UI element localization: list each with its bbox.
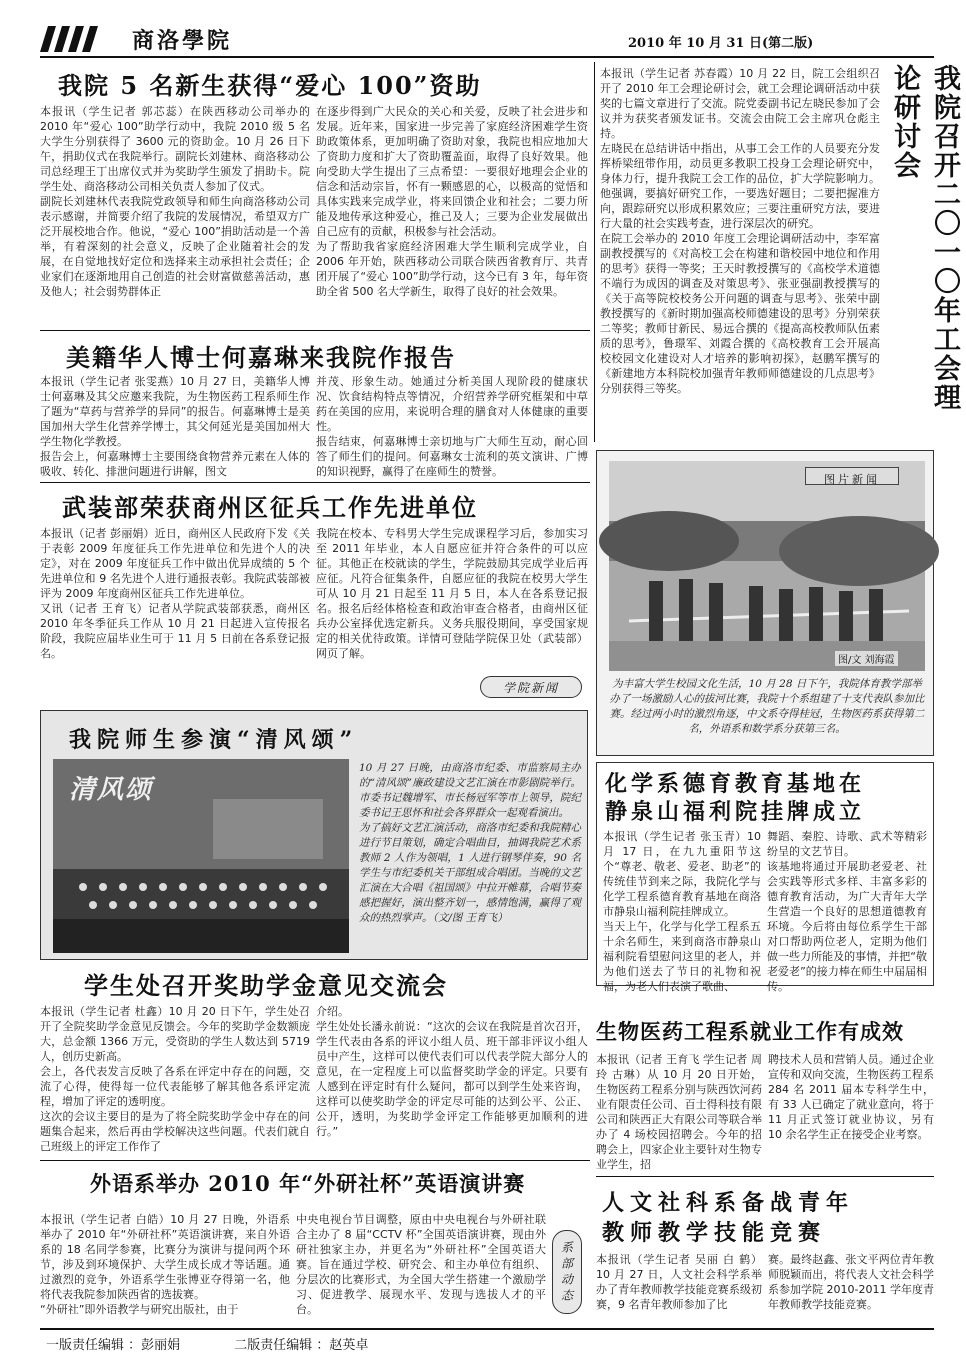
article-body: 本报讯（学生记者 张雯燕）10 月 27 日，美籍华人博士何嘉琳及其父应邀来我院，为生物医药工程系师生作了题为“草药与营养学的异同”的报告。何嘉琳博士是美国加州大学生化营养学博士，其父何延光是美国加州大学生物化学教授。 报告会上，何嘉琳博士主要围绕食物营养元素在人体的吸收、转化、排泄问题进行讲解，图文	[40, 375, 310, 478]
divider	[40, 482, 590, 483]
masthead-stripes-icon	[40, 26, 108, 52]
screen-title: 清风颂	[69, 775, 154, 805]
divider	[40, 330, 590, 331]
article-title-line2: 教师教学技能竞赛	[602, 1220, 827, 1246]
footer	[46, 1334, 926, 1354]
article-body: 舞蹈、秦腔、诗歌、武术等精彩纷呈的文艺节目。 该基地将通过开展助老爱老、社会实践等形式多样、丰富多彩的德育教育活动，为广大青年大学生营造一个良好的思想道德教育环境。今后将由每位系学生干部对口帮助两位老人，定期为他们做一些力所能及的事情，并把“敬老爱老”的接力棒在师生中届届相传。	[767, 830, 927, 993]
photo-image	[609, 461, 925, 671]
article-body: 赛。最终赵鑫、张文平两位青年教师脱颖而出，将代表人文社会科学系参加学院 2010-2011 学年度青年教师教学技能竞赛。	[768, 1253, 934, 1311]
issue-date	[628, 32, 813, 51]
footer-editor-2: 二版责任编辑 ：赵英卓	[234, 1338, 369, 1353]
article-body: 10 月 27 日晚，由商洛市纪委、市监察局主办的“清风颂”廉政建设文艺汇演在市影剧院举行。市委书记魏增军、市长杨冠军等市上领导，院纪委书记王思怀和社会各界群众一起观看演出。 为了搞好文艺汇演活动，商洛市纪委和我院精心进行节目策划，确定合唱曲目，抽调我院艺术系教师 2 人作为领唱，1 人进行钢琴伴奏，90 名学生与市纪委机关干部组成合唱团。当晚的文艺汇演在大合唱《祖国颂》中拉开帷幕，合唱节奏感把握好，演出整齐划一，感情饱满，赢得了观众的热烈掌声。（文/图 王育飞）	[359, 762, 581, 924]
article-body: 中央电视台节目调整，原由中央电视台与外研社联合主办了 8 届“CCTV 杯”全国英语演讲赛，现由外研社独家主办，并更名为“外研社杯”全国英语大赛。旨在通过学校、研究会、和主办单位有组织、分层次的比赛形式，为全国大学生搭建一个激励学习、促进教学、展现水平、发现与选拔人才的平台。	[296, 1213, 546, 1316]
masthead-rule	[40, 56, 934, 58]
article-title: 美籍华人博士何嘉琳来我院作报告	[66, 343, 456, 372]
column-divider	[594, 62, 595, 442]
article-body: 本报讯（学生记者 张玉青）10 月 17 日，在九九重阳节这个“尊老、敬老、爱老、助老”的传统佳节到来之际，我院化学与化学工程系德育教育基地在商洛市静泉山福利院挂牌成立。 当天上午，化学与化学工程系五十余名师生，来到商洛市静泉山福利院看望慰问这里的老人，并为他们送去了节日的礼物和祝福，为老人们表演了歌曲、	[603, 830, 761, 993]
article-body: 本报讯（记者 彭丽娟）近日，商州区人民政府下发《关于表彰 2009 年度征兵工作先进单位和先进个人的决定》，对在 2009 年度征兵工作中做出优异成绩的 5 个先进单位和 9 名先进个人进行通报表彰。我院武装部被评为 2009 年度商州区征兵工作先进单位。 又讯（记者 王育飞）记者从学院武装部获悉，商州区 2010 年冬季征兵工作从 10 月 21 日起进入宣传报名阶段，我院应届毕业生可于 11 月 5 日前在各系登记报名。	[40, 527, 310, 660]
masthead	[40, 22, 934, 54]
photo-credit: 图/文 刘海霞	[835, 651, 898, 666]
qingfengsong-box	[40, 710, 588, 960]
article-title: 我院师生参演“清风颂”	[69, 727, 359, 753]
article-title-line2: 静泉山福利院挂牌成立	[605, 799, 866, 825]
article-title: 我院 5 名新生获得“爱心 100”资助	[58, 71, 482, 100]
edition-text: (第二版)	[762, 36, 814, 51]
badge-college-news	[480, 676, 582, 698]
article-body: 并茂、形象生动。她通过分析美国人现阶段的健康状况、饮食结构特点等情况，介绍营养学研究框架和中草药在美国的应用，来说明合理的膳食对人体健康的重要性。 报告结束，何嘉琳博士亲切地与广大师生互动，耐心回答了师生们的提问。何嘉琳女士流利的英文演讲、广博的知识视野，赢得了在座师生的赞誉。	[316, 375, 588, 478]
badge-text: 系部动态	[559, 1241, 574, 1305]
article-body: 本报讯（学生记者 郭芯蕊）在陕西移动公司举办的 2010 年“爱心 100”助学行动中，我院 2010 级 5 名大学生分别获得了 3600 元的资助金。10 月 26 日下午，捐助仪式在我院举行。副院长刘建林、商洛移动公司总经理王丁出席仪式并为奖助学生颁发了捐助卡。院学生处、商洛移动公司相关负责人参加了仪式。 副院长刘建林代表我院党政领导和师生向商洛移动公司表示感谢，并简要介绍了我院的发展情况，希望双方广泛开展校地合作。他说，“爱心 100”捐助活动是一个善举，有着深刻的社会意义，反映了企业随着社会的发展，在自觉地找好定位和选择来主动承担社会责任；企业家们在逐渐地用自己创造的社会财富做慈善活动，惠及他人；社会弱势群体正	[40, 105, 310, 298]
article-body: 本报讯（记者 王育飞 学生记者 周玲 古琳）从 10 月 20 日开始，生物医药工程系分别与陕西饮河药业有限责任公司、百士得科技有限公司和陕西正大有限公司等联合举办了 4 场校园招聘会。今年的招聘会上，四家企业主要针对生物专业学生，招	[596, 1053, 762, 1171]
chemistry-box	[596, 762, 934, 993]
badge-text: 学院新闻	[502, 681, 559, 695]
divider	[596, 1176, 934, 1177]
article-title-line1: 化学系德育教育基地在	[605, 771, 866, 797]
photo-news-box	[596, 450, 934, 756]
article-body: 本报讯（学生记者 白皓）10 月 27 日晚，外语系举办了 2010 年“外研社杯”英语演讲赛，来自外语系的 18 名同学参赛，比赛分为演讲与提问两个环节，涉及到环境保护、大学生成长成才等话题。通过激烈的竞争，外语系学生张博亚夺得第一名，他将代表我院参加陕西省的选拔赛。 “外研社”即外语教学与研究出版社，由于	[40, 1213, 290, 1316]
divider	[40, 1160, 590, 1161]
article-body: 本报讯（学生记者 杜鑫）10 月 20 日下午，学生处召开了全院奖助学金意见反馈会。今年的奖助学金数额庞大，总金额 1366 万元，受资助的学生人数达到 5719 人，创历史新高。 会上，各代表发言反映了各系在评定中存在的问题，交流了心得，使得每一位代表能够了解其他各系评定流程，增加了评定的透明度。 这次的会议主要目的是为了将全院奖助学金中存在的问题集合起来，然后再由学校解决这些问题。代表们就自己班级上的评定工作作了	[40, 1005, 310, 1153]
article-body: 在逐步得到广大民众的关心和关爱，反映了社会进步和发展。近年来，国家进一步完善了家庭经济困难学生资助政策体系，更加明确了资助对象，我院也相应地加大了资助力度和扩大了资助覆盖面，取得了良好效果。他向受助大学生提出了三点希望：一要很好地理会企业的信念和活动宗旨，怀有一颗感恩的心，以极高的觉悟和具体实践来完成学业，将来回馈企业和社会；二要力所能及地传承这种爱心，推己及人；三要为企业发展做出自己应有的贡献，积极参与社会活动。 为了帮助我省家庭经济困难大学生顺利完成学业，自 2006 年开始，陕西移动公司联合陕西省教育厅、共青团开展了“爱心 100”助学行动，这今已有 3 年，每年资助全省 500 名大学新生，取得了良好的社会效果。	[316, 105, 588, 298]
article-title: 学生处召开奖助学金意见交流会	[84, 971, 448, 1000]
date-text: 2010 年 10 月 31 日	[628, 36, 762, 51]
article-title-vertical	[884, 64, 960, 444]
article-title: 外语系举办 2010 年“外研社杯”英语演讲赛	[90, 1171, 526, 1196]
badge-photo-news	[805, 467, 899, 485]
article-title-line1: 人文社科系备战青年	[602, 1190, 855, 1216]
photo-caption: 为丰富大学生校园文化生活，10 月 28 日下午，我院体育教学部举办了一场激励人心的拔河比赛，我院十个系组建了十支代表队参加比赛。经过两小时的激烈角逐，中文系夺得桂冠，生物医药系获得第二名，外语系和数学系分获第三名。	[609, 678, 925, 735]
article-title: 生物医药工程系就业工作有成效	[596, 1019, 904, 1044]
article-body: 介绍。 学生处处长潘永前说：“这次的会议在我院是首次召开，学生代表由各系的评议小组人员、班干部非评议小组人员中产生，这样可以使代表们可以代表学院大部分人的意见，在一定程度上可以监督奖助学金的评定。只要有人感到在评定时有什么疑问，都可以到学生处来咨询，这样可以使奖助学金的评定尽可能的达到公平、公正、公开，透明，为奖助学金评定工作能够更加顺利的进行。”	[316, 1005, 588, 1138]
tug-of-war-photo	[609, 461, 925, 671]
choir-photo	[53, 759, 349, 953]
article-body: 我院在校本、专科男大学生完成课程学习后，参加实习至 2011 年毕业，本人自愿应征并符合条件的可以应征。其他正在校就读的学生，学院鼓励其完成学业后再应征。凡符合征集条件，自愿应征的我院在校男大学生可从 10 月 21 日起至 11 月 5 日，本人在各系登记报名。报名后经体格检查和政治审查合格者，由商州区征兵办公室择优选定新兵。义务兵服役期间，享受国家规定的相关优待政策。详情可登陆学院保卫处（武装部）网页了解。	[316, 527, 588, 660]
article-title: 我院召开二〇一〇年工会理论研讨会	[889, 64, 960, 412]
article-body: 聘技术人员和营销人员。通过企业宣传和双向交流，生物医药工程系 284 名 2011 届本专科学生中，有 33 人已确定了就业意向，将于 11 月正式签订就业协议，另有 10 余名学生正在接受企业考察。	[768, 1053, 934, 1141]
paper-name: 商洛學院	[132, 28, 233, 54]
footer-rule	[40, 1328, 934, 1330]
article-title: 武装部荣获商州区征兵工作先进单位	[62, 493, 478, 522]
badge-department-news	[552, 1230, 582, 1314]
footer-editor-1: 一版责任编辑 ：彭丽娟	[46, 1338, 181, 1353]
article-body: 本报讯（学生记者 苏春霞）10 月 22 日，院工会组织召开了 2010 年工会理论研讨会，就工会理论调研活动中获奖的七篇文章进行了交流。院党委副书记左晓民参加了会议并为获奖者颁发证书。交流会由院工会主席巩仓彪主持。 左晓民在总结讲话中指出，从事工会工作的人员要充分发挥桥梁纽带作用，动员更多教职工投身工会理论研究中，身体力行，提升我院工会工作的品位，扩大学院影响力。他强调，要搞好研究工作，一要选好题目；二要把握准方向，跟踪研究以形成积累效应；三要注重研究方法，要进行大量的社会实践考查，进行深层次的研究。 在院工会举办的 2010 年度工会理论调研活动中，李军富副教授撰写的《对高校工会在构建和谐校园中地位和作用的思考》获得一等奖；王天时教授撰写的《高校学术道德不端行为成因的调查及对策思考》、张亚强副教授撰写的《关于高等院校校务公开问题的调查与思考》、张荣中副教授撰写的《新时期加强高校师德建设的思考》分别荣获二等奖；教师甘新民、易远合撰的《提高高校教师队伍素质的思考》，鲁璟军、刘霞合撰的《高校教育工会开展高校校园文化建设对人才培养的影响初探》，赵鹏军撰写的《新建地方本科院校加强青年教师师德建设的几点思考》分别获得三等奖。	[600, 67, 880, 395]
badge-text: 图片新闻	[824, 473, 880, 486]
article-body: 本报讯（学生记者 吴丽 白 鹤）10 月 27 日，人文社会科学系举办了青年教师教学技能竞赛系级初赛，9 名青年教师参加了比	[596, 1253, 762, 1311]
